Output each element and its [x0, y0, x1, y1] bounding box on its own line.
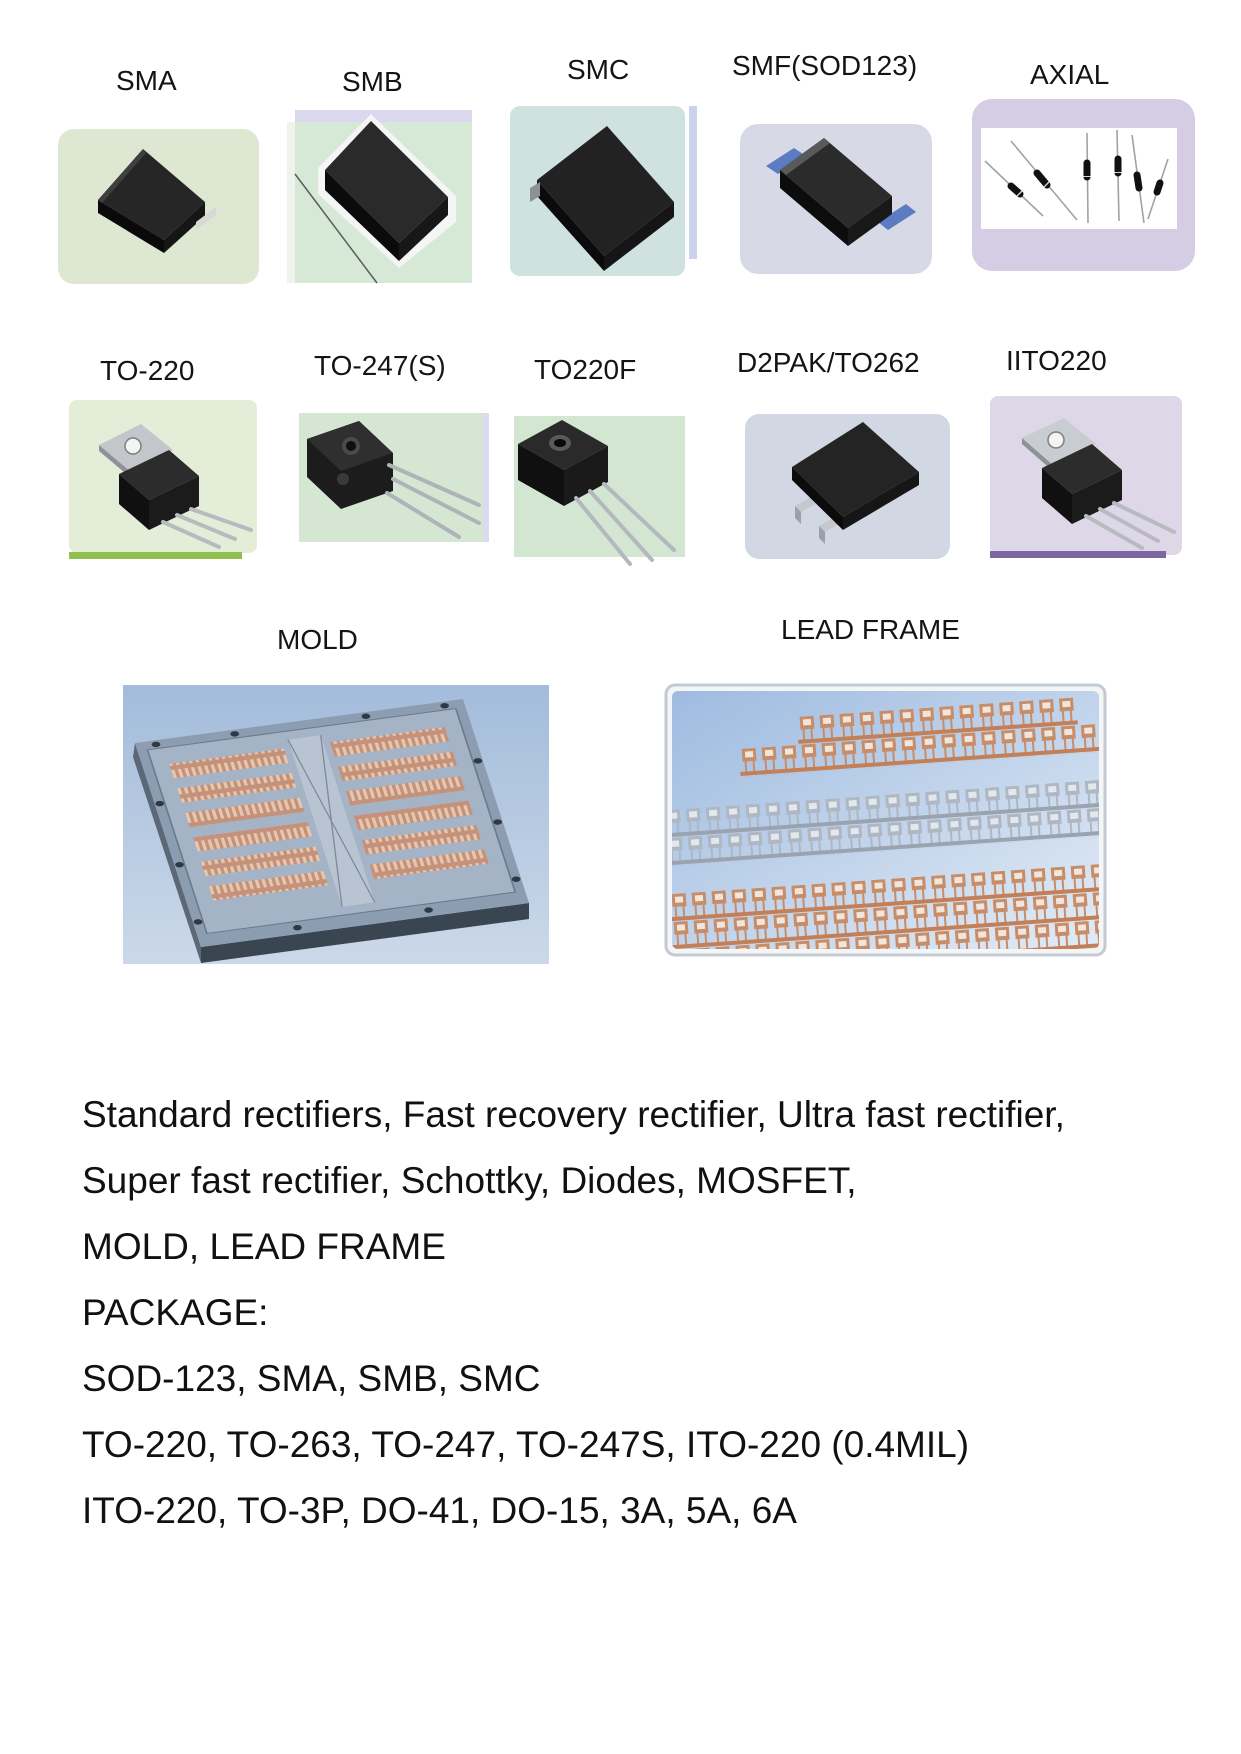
label-axial: AXIAL: [1030, 59, 1110, 90]
description-line: PACKAGE:: [82, 1292, 269, 1333]
label-to220: TO-220: [100, 355, 195, 386]
to220-package-photo: [69, 400, 257, 553]
to220f-package-photo: [514, 416, 685, 557]
label-smc: SMC: [567, 54, 630, 85]
label-iito220: IITO220: [1006, 345, 1107, 376]
label-smf: SMF(SOD123): [732, 50, 918, 81]
to247-package-photo: [299, 413, 489, 542]
product-description: [82, 1082, 1202, 1544]
label-d2pak: D2PAK/TO262: [737, 347, 920, 378]
smb-package-photo: [287, 110, 472, 283]
description-line: TO-220, TO-263, TO-247, TO-247S, ITO-220 (0.4MIL): [82, 1424, 970, 1465]
smf-package-photo: [740, 124, 932, 274]
description-line: ITO-220, TO-3P, DO-41, DO-15, 3A, 5A, 6A: [82, 1490, 797, 1531]
label-sma: SMA: [116, 65, 177, 96]
axial-package-photo: [972, 99, 1195, 271]
d2pak-package-photo: [745, 414, 950, 559]
label-lead-frame: LEAD FRAME: [781, 614, 960, 645]
label-smb: SMB: [342, 66, 403, 97]
to220-accent-bar: [69, 552, 242, 559]
mold-photo: [123, 685, 549, 964]
smc-package-photo: [510, 106, 685, 276]
label-mold: MOLD: [277, 624, 358, 655]
sma-package-photo: [58, 129, 259, 284]
iito220-package-photo: [990, 396, 1182, 555]
label-to247s: TO-247(S): [314, 350, 446, 381]
description-line: MOLD, LEAD FRAME: [82, 1226, 446, 1267]
description-line: SOD-123, SMA, SMB, SMC: [82, 1358, 541, 1399]
label-to220f: TO220F: [534, 354, 637, 385]
description-line: Super fast rectifier, Schottky, Diodes, MOSFET,: [82, 1160, 857, 1201]
description-line: Standard rectifiers, Fast recovery rectifier, Ultra fast rectifier,: [82, 1094, 1065, 1135]
iito220-accent-bar: [990, 551, 1166, 558]
lead-frame-photo: [664, 683, 1107, 957]
smc-side-strip: [689, 106, 697, 259]
